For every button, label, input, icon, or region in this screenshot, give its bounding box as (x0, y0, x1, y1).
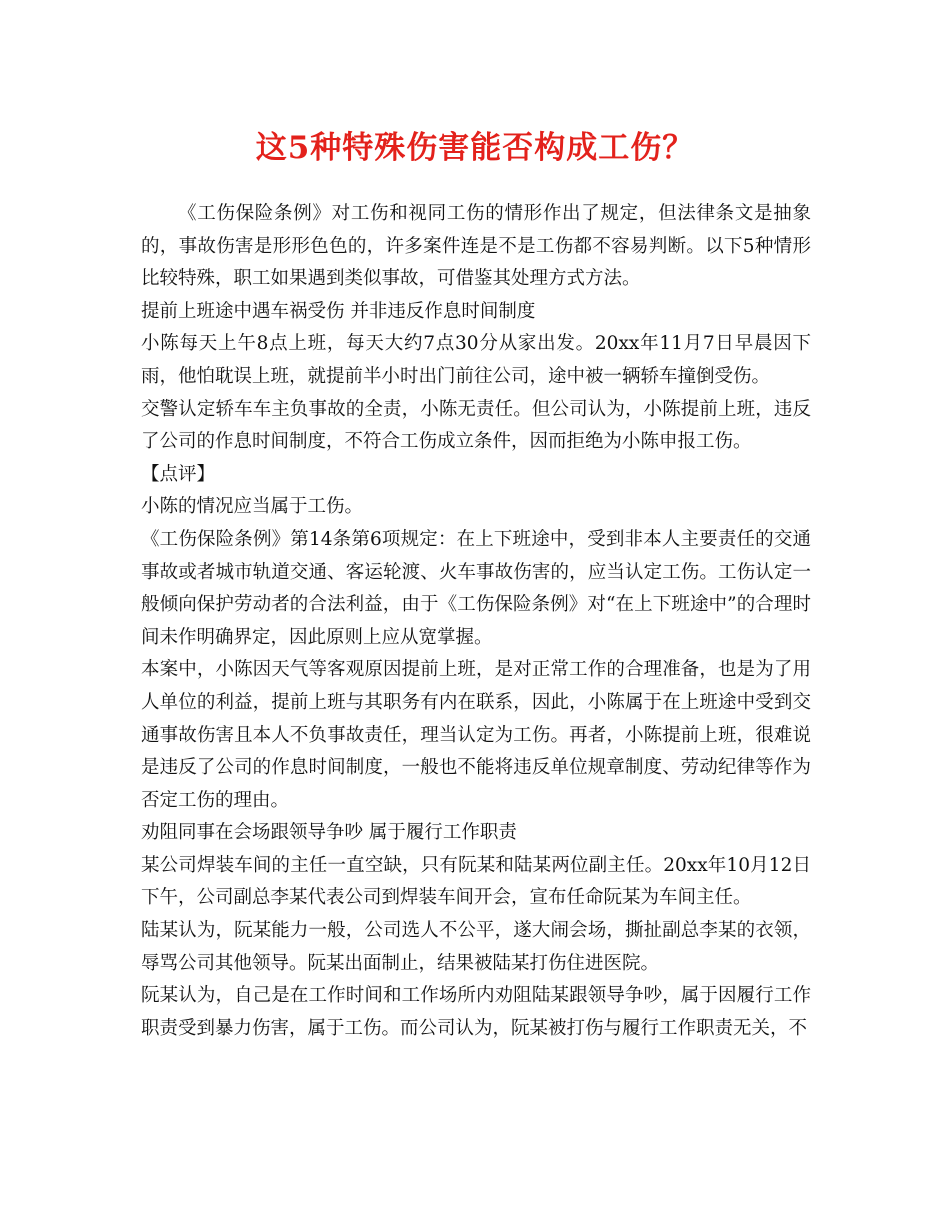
case-paragraph: 交警认定轿车车主负事故的全责，小陈无责任。但公司认为，小陈提前上班，违反了公司的作息时间制度，不符合工伤成立条件，因而拒绝为小陈申报工伤。 (141, 398, 811, 453)
intro-paragraph: 《工伤保险条例》对工伤和视同工伤的情形作出了规定，但法律条文是抽象的，事故伤害是形形色色的，许多案件连是不是工伤都不容易判断。以下5种情形比较特殊，职工如果遇到类似事故，可借鉴其处理方式方法。 (141, 203, 811, 290)
comment-paragraph: 《工伤保险条例》第14条第6项规定：在上下班途中，受到非本人主要责任的交通事故或者城市轨道交通、客运轮渡、火车事故伤害的，应当认定工伤。工伤认定一般倾向保护劳动者的合法利益，由于《工伤保险条例》对“在上下班途中”的合理时间未作明确界定，因此原则上应从宽掌握。 (141, 528, 811, 648)
comment-paragraph: 本案中，小陈因天气等客观原因提前上班，是对正常工作的合理准备，也是为了用人单位的利益，提前上班与其职务有内在联系，因此，小陈属于在上班途中受到交通事故伤害且本人不负事故责任，理当认定为工伤。再者，小陈提前上班，很难说是违反了公司的作息时间制度，一般也不能将违反单位规章制度、劳动纪律等作为否定工伤的理由。 (141, 659, 811, 811)
comment-label: 【点评】 (141, 463, 216, 485)
section-heading-2: 劝阻同事在会场跟领导争吵 属于履行工作职责 (141, 822, 517, 844)
case-paragraph: 陆某认为，阮某能力一般，公司选人不公平，遂大闹会场，撕扯副总李某的衣领，辱骂公司其他领导。阮某出面制止，结果被陆某打伤住进医院。 (141, 920, 811, 974)
case-paragraph: 小陈每天上午8点上班，每天大约7点30分从家出发。20xx年11月7日早晨因下雨，他怕耽误上班，就提前半小时出门前往公司，途中被一辆轿车撞倒受伤。 (141, 333, 811, 387)
case-paragraph: 阮某认为，自己是在工作时间和工作场所内劝阻陆某跟领导争吵，属于因履行工作职责受到暴力伤害，属于工伤。而公司认为，阮某被打伤与履行工作职责无关，不 (141, 985, 811, 1039)
document-body (141, 198, 811, 1045)
case-paragraph: 某公司焊装车间的主任一直空缺，只有阮某和陆某两位副主任。20xx年10月12日下午，公司副总李某代表公司到焊装车间开会，宣布任命阮某为车间主任。 (141, 854, 811, 909)
document-title: 这5种特殊伤害能否构成工伤？ (255, 130, 695, 166)
comment-paragraph: 小陈的情况应当属于工伤。 (141, 496, 364, 518)
section-heading-1: 提前上班途中遇车祸受伤 并非违反作息时间制度 (141, 300, 536, 322)
